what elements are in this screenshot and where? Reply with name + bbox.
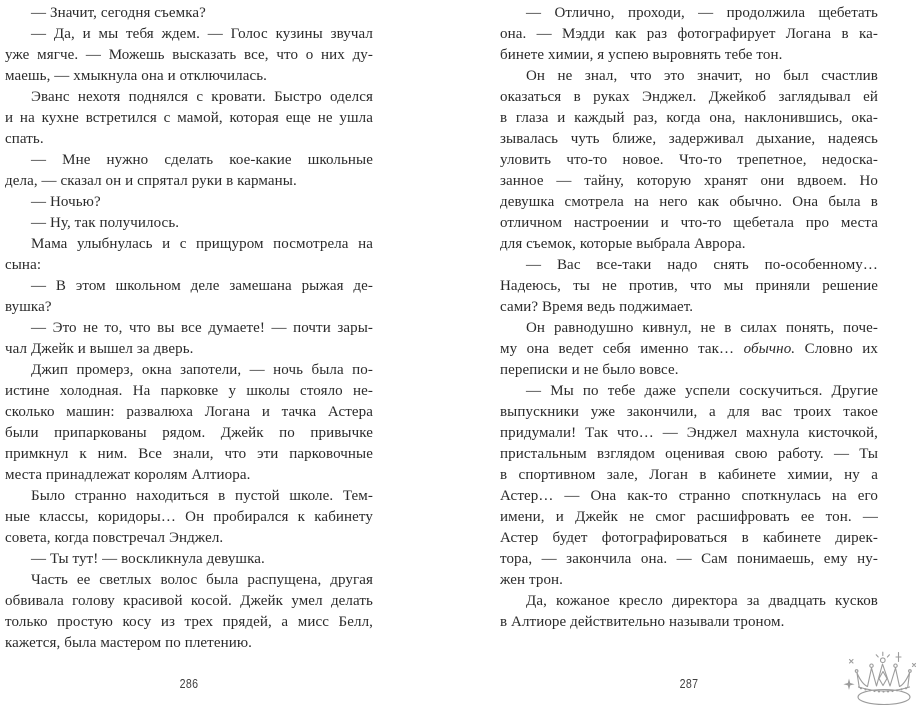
text-line — [500, 612, 878, 633]
text-line — [5, 360, 373, 381]
text-line — [500, 129, 878, 150]
text-line — [5, 297, 373, 318]
text-line — [5, 381, 373, 402]
text-line — [500, 297, 878, 318]
text-segment: Он не знал, что это значит, но был счастлив — [526, 68, 878, 84]
text-segment: Эванс нехотя поднялся с кровати. Быстро оделся — [31, 89, 373, 105]
text-segment: маешь, — хмыкнула она и отключилась. — [5, 68, 268, 84]
text-segment: дела, — сказал он и спрятал руки в карманы. — [5, 173, 297, 189]
text-line — [500, 402, 878, 423]
text-segment: Да, кожаное кресло директора за двадцать кусков — [526, 593, 878, 609]
text-segment: места принадлежат королям Алтиора. — [5, 467, 251, 483]
text-segment: были припаркованы рядом. Джейк по привычке — [5, 425, 373, 441]
text-line — [500, 3, 878, 24]
text-segment: сына: — [5, 257, 42, 273]
text-line — [500, 150, 878, 171]
text-segment: — Ночью? — [31, 194, 101, 210]
text-line — [500, 276, 878, 297]
text-line — [5, 66, 373, 87]
text-line — [5, 528, 373, 549]
text-line — [5, 507, 373, 528]
page-right-text — [500, 3, 878, 633]
text-segment: — Это не то, что вы все думаете! — почти зары- — [31, 320, 373, 336]
text-segment: в глаза и каждый раз, когда она, наклонившись, ока- — [500, 110, 878, 126]
page-number-right — [500, 677, 878, 691]
text-segment: — Мы по тебе даже успели соскучиться. Другие — [526, 383, 878, 399]
text-segment: Астер будет фотографироваться в кабинете дирек- — [500, 530, 878, 546]
text-segment: отличном настроении и что-то щебетала про места — [500, 215, 878, 231]
text-line — [5, 549, 373, 570]
text-segment: Джип промерз, окна запотели, — ночь была по- — [31, 362, 373, 378]
text-line — [500, 444, 878, 465]
text-segment: жен трон. — [500, 572, 564, 588]
text-line — [500, 486, 878, 507]
page-right — [500, 3, 878, 633]
text-line — [5, 171, 373, 192]
text-segment: в спортивном зале, Логан в кабинете химии, ну а — [500, 467, 878, 483]
text-segment: Часть ее светлых волос была распущена, другая — [31, 572, 373, 588]
page-left-text — [5, 3, 373, 654]
text-line — [500, 213, 878, 234]
text-line — [500, 24, 878, 45]
text-line — [5, 255, 373, 276]
text-segment: она. — Мэдди как раз фотографирует Логана в ка- — [500, 26, 878, 42]
text-line — [500, 108, 878, 129]
text-line — [5, 612, 373, 633]
text-segment: ные классы, коридоры… Он пробирался к кабинету — [5, 509, 373, 525]
page-number-left-value: 286 — [179, 677, 199, 691]
text-line — [500, 192, 878, 213]
text-segment: — Ну, так получилось. — [31, 215, 180, 231]
text-line — [500, 234, 878, 255]
text-segment: Было странно находиться в пустой школе. Тем- — [31, 488, 373, 504]
text-line — [500, 171, 878, 192]
text-line — [5, 108, 373, 129]
text-line — [5, 633, 373, 654]
text-segment: выпускники уже закончили, а для вас троих такое — [500, 404, 878, 420]
text-segment: Он равнодушно кивнул, не в силах понять, поче- — [526, 320, 878, 336]
text-line — [500, 570, 878, 591]
text-line — [500, 318, 878, 339]
text-segment: спать. — [5, 131, 44, 147]
text-segment: для съемок, которые выбрала Аврора. — [500, 236, 746, 252]
text-line — [5, 45, 373, 66]
text-segment: совета, когда повстречал Энджел. — [5, 530, 224, 546]
text-line — [500, 87, 878, 108]
text-line — [5, 192, 373, 213]
text-line — [5, 87, 373, 108]
text-segment: зывалась чуть ближе, задерживал дыхание, надеясь — [500, 131, 878, 147]
text-line — [500, 528, 878, 549]
text-segment: Надеюсь, ты не против, что мы приняли решение — [500, 278, 878, 294]
text-segment: му она ведет себя именно так… — [500, 341, 744, 357]
text-line — [500, 423, 878, 444]
text-segment: оказаться в руках Энджел. Джейкоб заглядывал ей — [500, 89, 878, 105]
text-segment: обвивала голову красивой косой. Джейк умел делать — [5, 593, 373, 609]
text-segment: Словно их — [795, 341, 878, 357]
text-segment: переписки и не было вовсе. — [500, 362, 679, 378]
text-line — [5, 318, 373, 339]
text-segment: девушка смотрела на него как обычно. Она была в — [500, 194, 878, 210]
text-segment: и на кухне встретился с мамой, которая еще не ушла — [5, 110, 373, 126]
text-segment: уловить что-то новое. Что-то трепетное, недоска- — [500, 152, 878, 168]
text-line — [500, 507, 878, 528]
text-line — [5, 3, 373, 24]
crown-ornament-icon — [842, 643, 920, 712]
text-segment: истине холодная. На парковке у школы стояло не- — [5, 383, 373, 399]
text-segment: тора, — закончила она. — Сам понимаешь, ему ну- — [500, 551, 878, 567]
text-segment: — Отлично, проходи, — продолжила щебетать — [526, 5, 878, 21]
text-line — [5, 234, 373, 255]
text-line — [500, 591, 878, 612]
page-left — [5, 3, 373, 654]
text-segment: — Вас все-таки надо снять по-особенному… — [526, 257, 878, 273]
text-segment: Астер… — Она как-то странно споткнулась на его — [500, 488, 878, 504]
text-line — [5, 276, 373, 297]
text-line — [5, 339, 373, 360]
text-segment: кажется, была мастером по плетению. — [5, 635, 252, 651]
text-segment: — Мне нужно сделать кое-какие школьные — [31, 152, 373, 168]
text-line — [5, 423, 373, 444]
text-segment: — Значит, сегодня съемка? — [31, 5, 206, 21]
text-line — [500, 66, 878, 87]
text-segment: — Да, и мы тебя ждем. — Голос кузины звучал — [31, 26, 373, 42]
page-number-right-value: 287 — [679, 677, 699, 691]
text-line — [5, 24, 373, 45]
text-segment: бинете химии, я успею выровнять тебе тон. — [500, 47, 783, 63]
text-line — [5, 129, 373, 150]
text-segment: придумали! Так что… — Энджел махнула кисточкой, — [500, 425, 878, 441]
text-segment: примкнул к ним. Все знали, что эти парковочные — [5, 446, 373, 462]
text-line — [500, 339, 878, 360]
text-segment: уже мягче. — Можешь высказать все, что о них ду- — [5, 47, 373, 63]
text-line — [500, 45, 878, 66]
text-line — [5, 591, 373, 612]
text-segment: занное — тайну, которую хранят они вдвоем. Но — [500, 173, 878, 189]
text-line — [500, 360, 878, 381]
text-segment: только простую косу из трех прядей, а мисс Белл, — [5, 614, 373, 630]
page-number-left — [5, 677, 373, 691]
text-line — [5, 444, 373, 465]
text-line — [500, 381, 878, 402]
text-line — [5, 213, 373, 234]
text-segment: — Ты тут! — воскликнула девушка. — [31, 551, 265, 567]
text-line — [5, 402, 373, 423]
text-line — [5, 570, 373, 591]
text-line — [500, 549, 878, 570]
text-segment: чал Джейк и вышел за дверь. — [5, 341, 194, 357]
text-segment: в Алтиоре действительно называли троном. — [500, 614, 785, 630]
text-segment: вушка? — [5, 299, 52, 315]
text-line — [5, 150, 373, 171]
text-line — [5, 486, 373, 507]
text-segment: Мама улыбнулась и с прищуром посмотрела на — [31, 236, 373, 252]
text-segment: имени, и Джейк не смог расшифровать ее тон. — — [500, 509, 878, 525]
text-line — [5, 465, 373, 486]
text-segment: сами? Время ведь поджимает. — [500, 299, 694, 315]
text-line — [500, 255, 878, 276]
text-segment: сколько машин: развалюха Логана и тачка Астера — [5, 404, 373, 420]
italic-text: обычно. — [743, 341, 796, 357]
text-segment: — В этом школьном деле замешана рыжая де- — [31, 278, 373, 294]
text-segment: пристальным взглядом оценивая свою работу. — Ты — [500, 446, 878, 462]
text-line — [500, 465, 878, 486]
